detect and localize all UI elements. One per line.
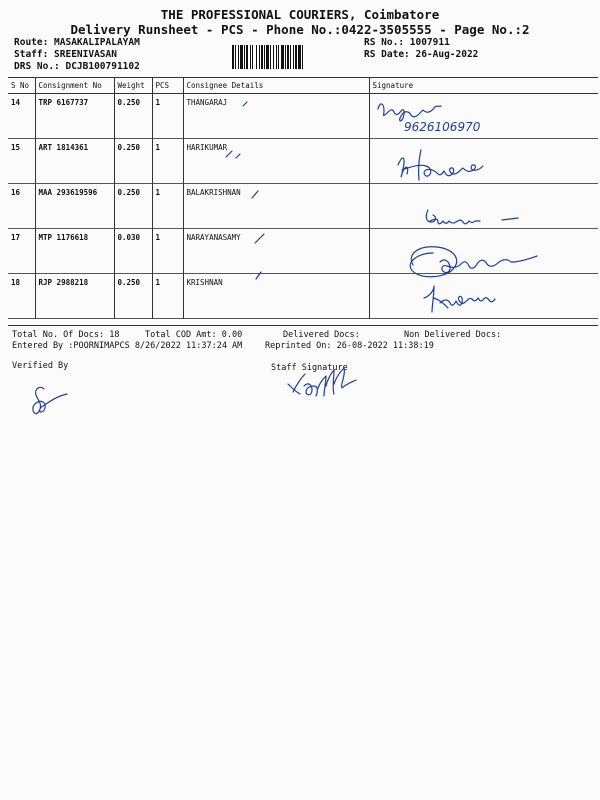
header-consignee: Consignee Details <box>183 78 369 94</box>
cell-pcs: 1 <box>152 94 183 139</box>
cell-consignment: MTP 1176618 <box>35 229 114 274</box>
cell-weight: 0.030 <box>114 229 152 274</box>
cell-pcs: 1 <box>152 274 183 319</box>
cell-sno: 17 <box>8 229 35 274</box>
signature-row15 <box>398 150 483 180</box>
cell-consignee: NARAYANASAMY <box>183 229 369 274</box>
signature-row16 <box>426 210 518 224</box>
company-title: THE PROFESSIONAL COURIERS, Coimbatore <box>160 7 440 22</box>
route-label: Route: MASAKALIPALAYAM <box>14 37 140 48</box>
cell-consignee: BALAKRISHNAN <box>183 184 369 229</box>
total-docs: Total No. Of Docs: 18 <box>12 330 120 340</box>
cell-consignment: TRP 6167737 <box>35 94 114 139</box>
delivered-docs: Delivered Docs: <box>283 330 360 340</box>
cell-weight: 0.250 <box>114 139 152 184</box>
cell-sno: 18 <box>8 274 35 319</box>
header-consignment: Consignment No <box>35 78 114 94</box>
signature-row14 <box>378 104 441 121</box>
cell-consignment: ART 1814361 <box>35 139 114 184</box>
cell-sno: 14 <box>8 94 35 139</box>
total-cod-amount: Total COD Amt: 0.00 <box>145 330 243 340</box>
cell-pcs: 1 <box>152 139 183 184</box>
header-pcs: PCS <box>152 78 183 94</box>
signature-row17 <box>410 247 537 277</box>
runsheet-subtitle: Delivery Runsheet - PCS - Phone No.:0422-3505555 - Page No.:2 <box>70 22 530 37</box>
verified-by-signature <box>33 387 67 413</box>
reprinted-on: Reprinted On: 26-08-2022 11:38:19 <box>265 341 434 351</box>
cell-sno: 16 <box>8 184 35 229</box>
non-delivered-docs: Non Delivered Docs: <box>404 330 502 340</box>
cell-consignment: RJP 2988218 <box>35 274 114 319</box>
header-sno: S No <box>8 78 35 94</box>
handwritten-phone: 9626106970 <box>404 120 481 134</box>
staff-signature-label: Staff Signature <box>271 363 348 373</box>
cell-consignee: THANGARAJ <box>183 94 369 139</box>
drs-number: DRS No.: DCJB100791102 <box>14 61 140 72</box>
cell-consignment: MAA 293619596 <box>35 184 114 229</box>
header-signature: Signature <box>372 81 414 90</box>
verified-by-label: Verified By <box>12 361 69 371</box>
tick-mark-icon <box>226 102 264 279</box>
cell-consignee: HARIKUMAR <box>183 139 369 184</box>
rs-date: RS Date: 26-Aug-2022 <box>364 49 479 60</box>
cell-sno: 15 <box>8 139 35 184</box>
header-weight: Weight <box>114 78 152 94</box>
cell-pcs: 1 <box>152 229 183 274</box>
staff-signature-mark <box>288 368 356 396</box>
cell-consignee: KRISHNAN <box>183 274 369 319</box>
cell-pcs: 1 <box>152 184 183 229</box>
cell-weight: 0.250 <box>114 274 152 319</box>
cell-weight: 0.250 <box>114 94 152 139</box>
rs-number: RS No.: 1007911 <box>364 37 450 48</box>
signature-row18 <box>424 286 495 312</box>
staff-label: Staff: SREENIVASAN <box>14 49 117 60</box>
cell-weight: 0.250 <box>114 184 152 229</box>
entered-by: Entered By :POORNIMAPCS 8/26/2022 11:37:24 AM <box>12 341 243 351</box>
